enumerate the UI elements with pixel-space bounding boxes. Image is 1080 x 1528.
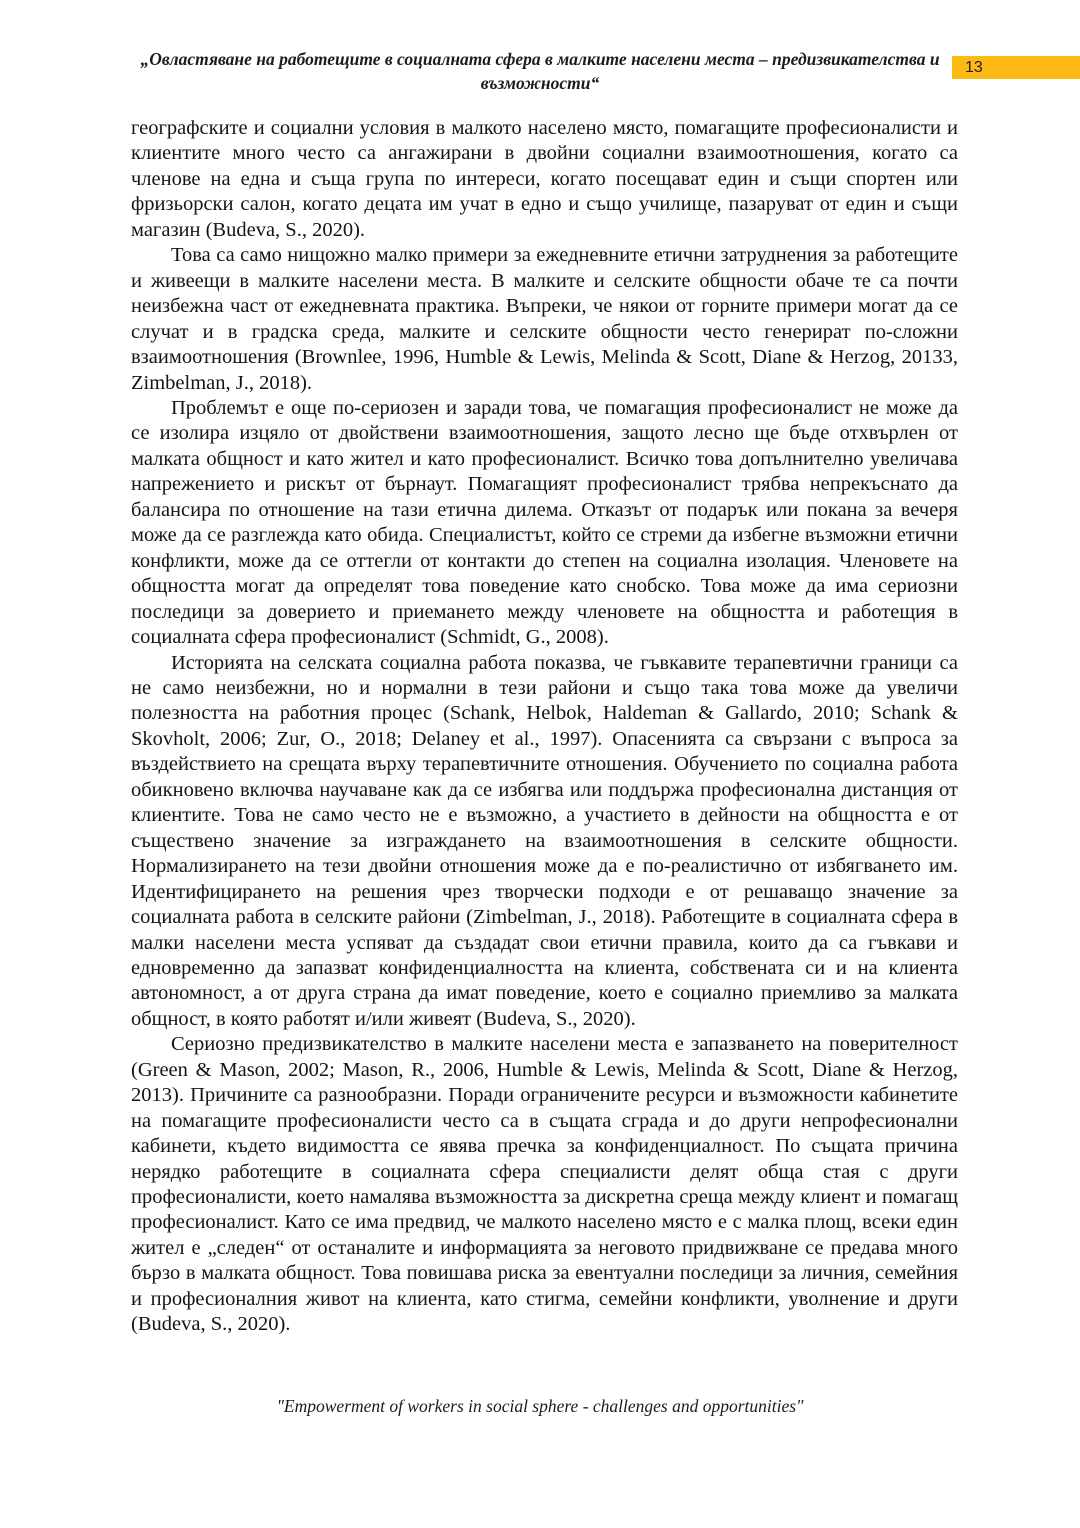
running-header bbox=[140, 47, 940, 95]
paragraph: Сериозно предизвикателство в малките населени места е запазването на поверителност (Green & Mason, 2002; Mason, R., 2006, Humble & Lewis, Melinda & Scott, Diane & Herzog, 2013). Причините са разнообразни. Поради ограничените ресурси и възможности кабинетите на помагащите професионалисти често са в същата сграда и до други непрофесионални кабинети, където видимостта се явява пречка за конфиденциалност. По същата причина нерядко работещите в социалната сфера специалисти делят обща стая с други професионалисти, което намалява възможността за дискретна среща между клиент и помагащ професионалист. Като се има предвид, че малкото населено място е с малка площ, всеки един жител е „следен“ от останалите и информацията за неговото придвижване се предава много бързо в малката общност. Това повишава риска за евентуални последици за личния, семейния и професионалния живот на клиента, като стигма, семейни конфликти, уволнение и други (Budeva, S., 2020). bbox=[131, 1033, 958, 1336]
page-number: 13 bbox=[965, 58, 983, 76]
page-number-badge bbox=[952, 56, 1080, 79]
body-text bbox=[131, 116, 958, 1338]
paragraph-continuation: географските и социални условия в малкото населено място, помагащите професионалисти и клиентите много често са ангажирани в двойни социални взаимоотношения, когато са членове на една и съща група по интереси, когато посещават един и същи спортен или фризьорски салон, когато децата им учат в едно и също училище, пазаруват от един и същи магазин (Budeva, S., 2020). bbox=[131, 117, 958, 241]
running-title: „Овластяване на работещите в социалната сфера в малките населени места – предизвикателства и възможности“ bbox=[140, 49, 940, 93]
paragraph: Историята на селската социална работа показва, че гъвкавите терапевтични граници са не само неизбежни, но и нормални в тези райони и също така това може да увеличи полезността на работния процес (Schank, Helbok, Haldeman & Gallardo, 2010; Schank & Skovholt, 2006; Zur, O., 2018; Delaney et al., 1997). Опасенията са свързани с въпроса за въздействието на срещата върху терапевтичните отношения. Обучението по социална работа обикновено включва научаване как да се избягва или поддържа професионална дистанция от клиентите. Това не само често не е възможно, а участието в дейности на общността е от съществено значение за изграждането на взаимоотношения в селските общности. Нормализирането на тези двойни отношения може да е по-реалистично от избягването им. Идентифицирането на решения чрез творчески подходи е от решаващо значение за социалната работа в селските райони (Zimbelman, J., 2018). Работещите в социалната сфера в малки населени места успяват да създадат свои етични правила, които да са гъвкави и едновременно да запазват конфиденциалността на клиента, собствената си и на клиента автономност, а от друга страна да имат поведение, което е социално приемливо за малката общност, в която работят и/или живеят (Budeva, S., 2020). bbox=[131, 651, 958, 1030]
running-footer bbox=[0, 1396, 1080, 1417]
paragraph: Това са само нищожно малко примери за ежедневните етични затруднения за работещите и живеещи в малките населени места. В малките и селските общности обаче те са почти неизбежна част от ежедневната практика. Въпреки, че някои от горните примери могат да се случат и в градска среда, малките и селските общности често генерират по-сложни взаимоотношения (Brownlee, 1996, Humble & Lewis, Melinda & Scott, Diane & Herzog, 20133, Zimbelman, J., 2018). bbox=[131, 244, 958, 394]
footer-title: "Empowerment of workers in social sphere - challenges and opportunities" bbox=[276, 1396, 804, 1416]
paragraph: Проблемът е още по-сериозен и заради това, че помагащия професионалист не може да се изолира изцяло от двойствени взаимоотношения, защото лесно ще бъде отхвърлен от малката общност и като жител и като професионалист. Всичко това допълнително увеличава напрежението и рискът от бърнаут. Помагащият професионалист трябва непрекъснато да балансира по отношение на тази етична дилема. Отказът от подарък или покана за вечеря може да се разглежда като обида. Специалистът, който се стреми да избегне възможни етични конфликти, може да се оттегли от контакти до степен на социална изолация. Членовете на общността могат да определят това поведение като снобско. Това може да има сериозни последици за доверието и приемането между членовете на общността и работещия в социалната сфера професионалист (Schmidt, G., 2008). bbox=[131, 396, 958, 649]
